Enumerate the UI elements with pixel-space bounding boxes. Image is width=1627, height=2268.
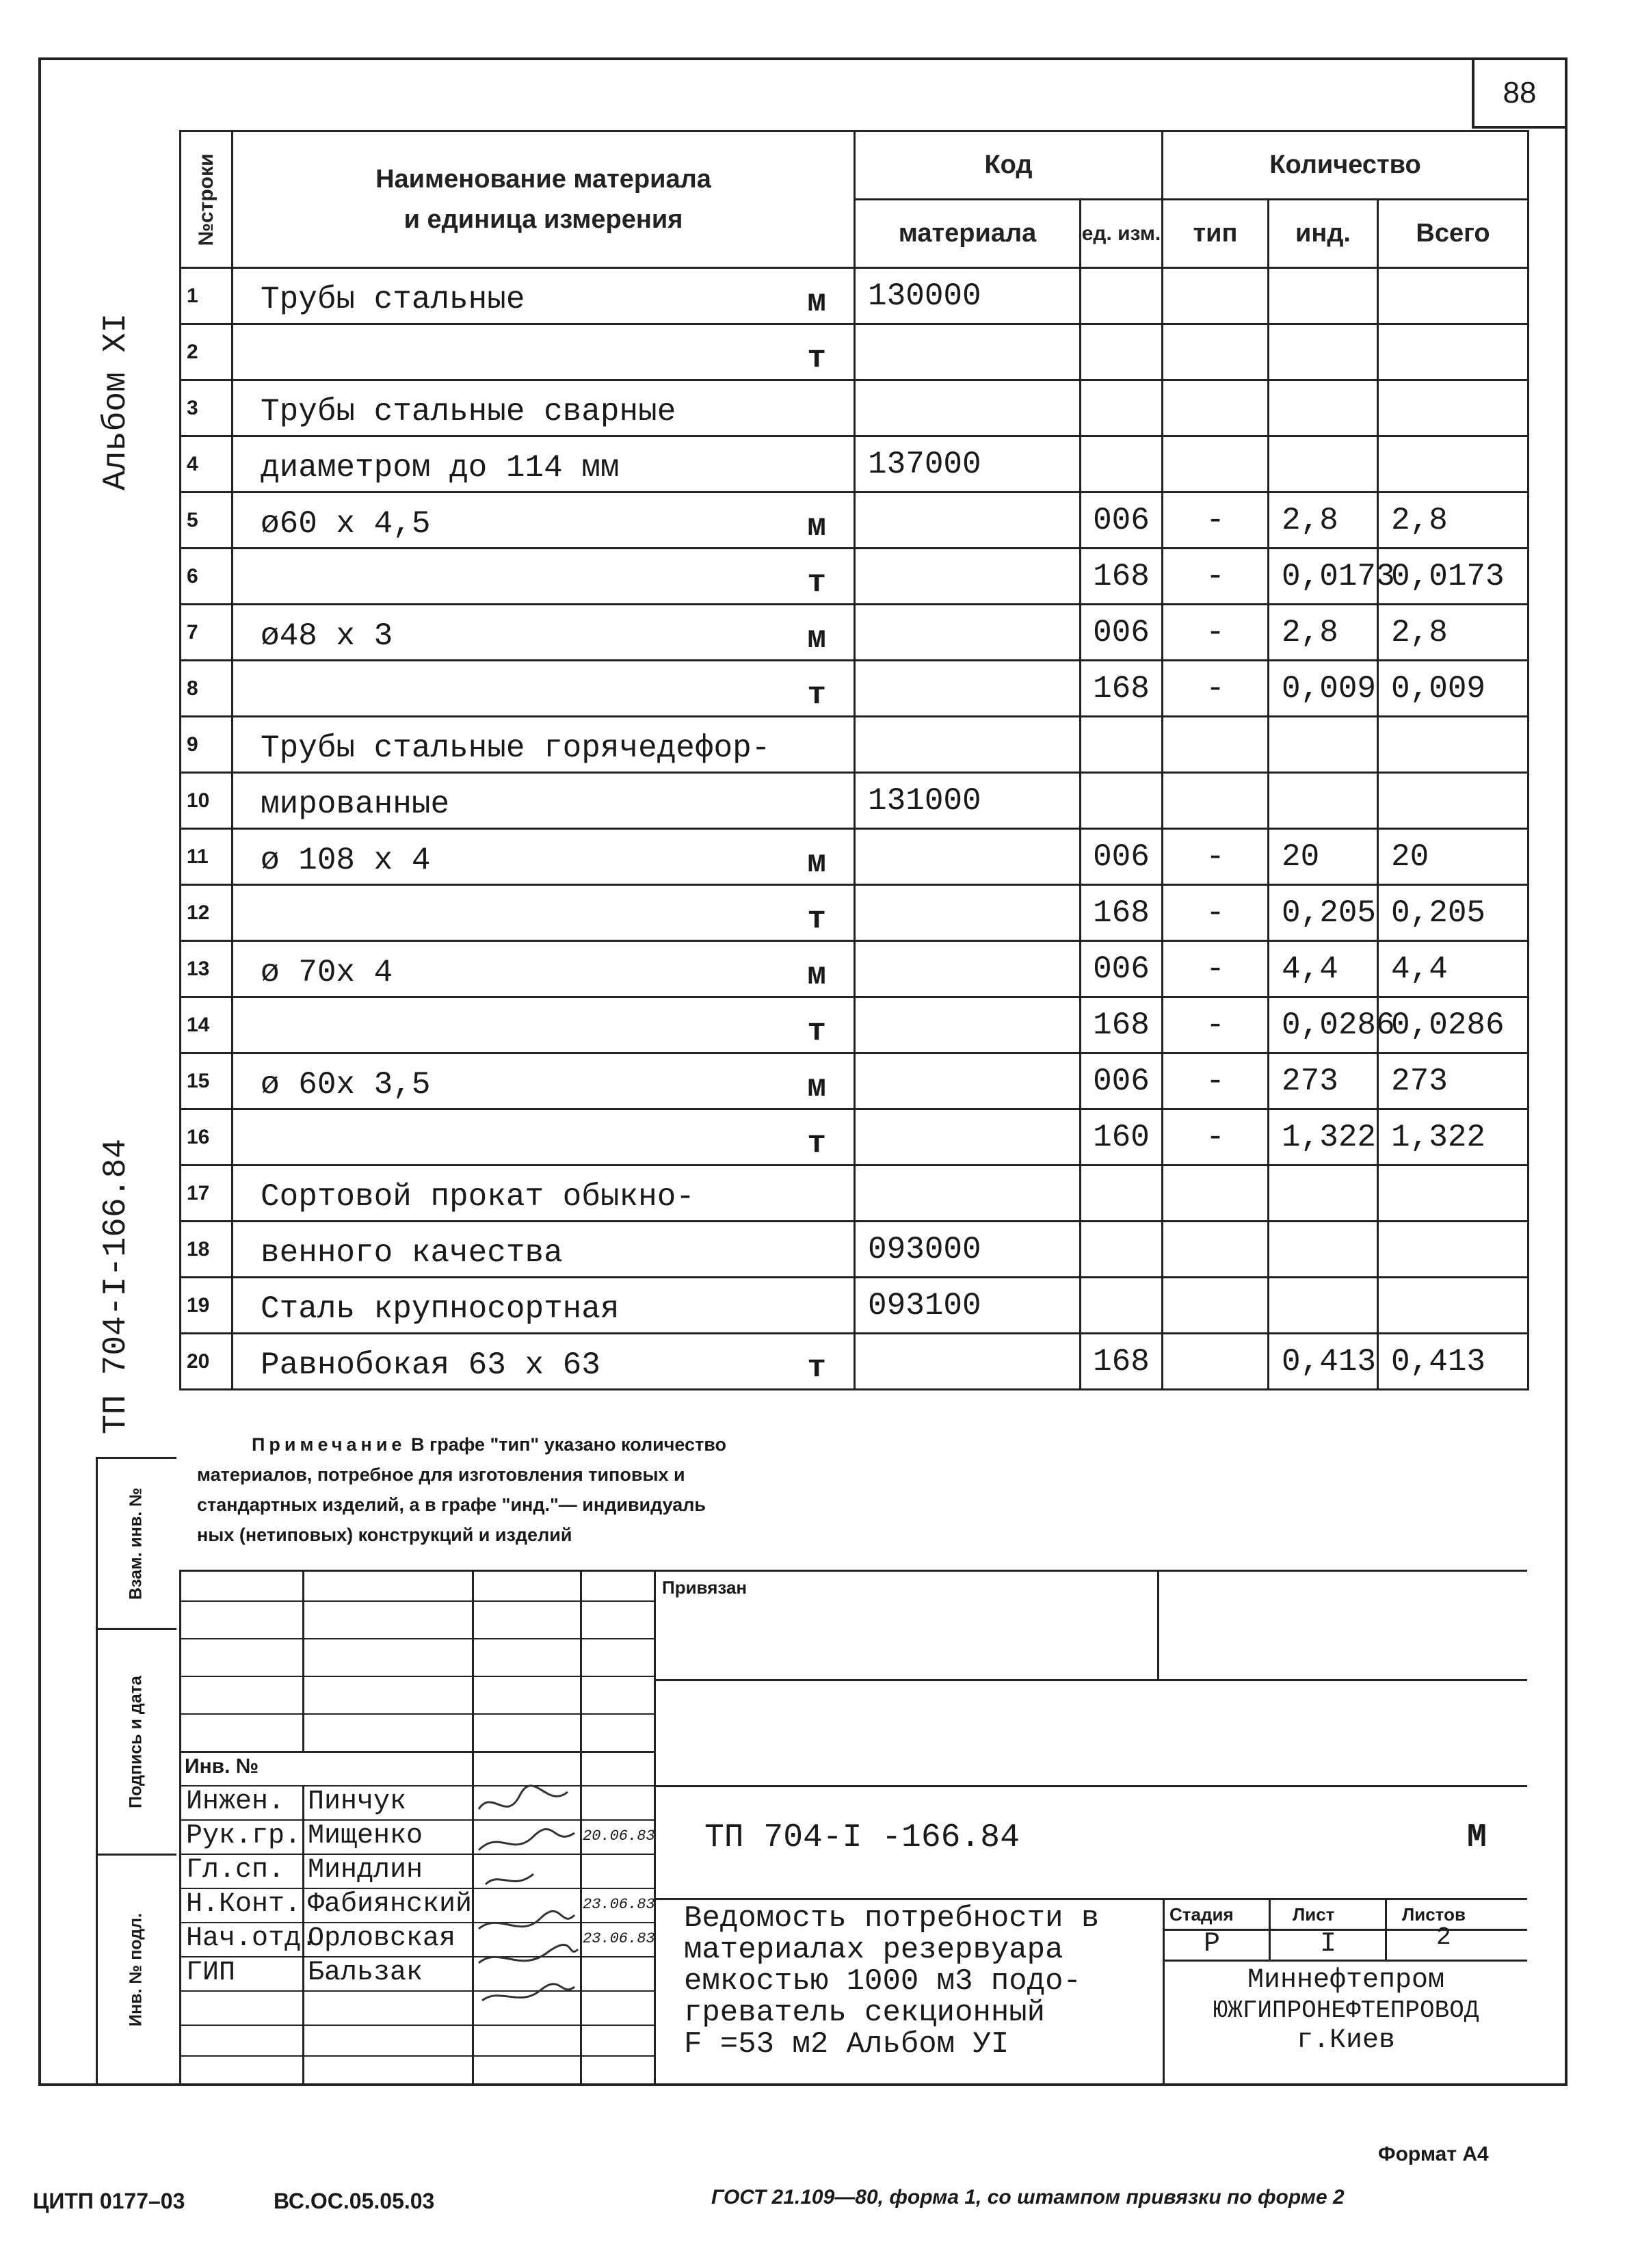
unit-symbol: т (807, 1126, 826, 1161)
unit-cell (1081, 324, 1163, 380)
code-cell (855, 1334, 1081, 1390)
strip-inv-orig: Инв. № подл. (96, 1854, 176, 2086)
table-row (181, 1222, 1529, 1278)
type-cell (1163, 773, 1269, 829)
unit-cell (1081, 380, 1163, 436)
type-cell: - (1163, 605, 1269, 661)
total-cell: 1,322 (1378, 1109, 1529, 1165)
total-cell: 0,0286 (1378, 997, 1529, 1053)
type-cell (1163, 268, 1269, 324)
row-number-cell: 8 (181, 661, 233, 717)
table-row (181, 885, 1529, 941)
footer-left: ЦИТП 0177–03 (33, 2189, 185, 2213)
unit-symbol: т (807, 341, 826, 376)
table-row (181, 324, 1529, 380)
total-cell: 273 (1378, 1053, 1529, 1109)
stamp-role: Инжен. (186, 1786, 285, 1817)
table-row (181, 829, 1529, 885)
name-cell (233, 1109, 855, 1165)
stamp-name: Миндлин (308, 1855, 423, 1886)
row-number-cell: 12 (181, 885, 233, 941)
unit-symbol: м (807, 285, 826, 320)
code-cell (855, 1053, 1081, 1109)
ind-cell (1269, 1165, 1378, 1222)
code-cell (855, 549, 1081, 605)
material-name: ø60 x 4,5 (261, 506, 431, 542)
unit-cell: 168 (1081, 1334, 1163, 1390)
total-cell: 20 (1378, 829, 1529, 885)
name-cell (233, 829, 855, 885)
material-name: венного качества (261, 1235, 563, 1271)
code-cell (855, 605, 1081, 661)
table-row (181, 605, 1529, 661)
name-cell (233, 1334, 855, 1390)
total-cell: 4,4 (1378, 941, 1529, 997)
code-cell (855, 380, 1081, 436)
code-cell (855, 997, 1081, 1053)
row-number-cell: 20 (181, 1334, 233, 1390)
type-cell (1163, 1278, 1269, 1334)
unit-cell: 168 (1081, 885, 1163, 941)
row-number-cell: 14 (181, 997, 233, 1053)
name-cell (233, 1222, 855, 1278)
table-row (181, 1165, 1529, 1222)
row-number-cell: 4 (181, 436, 233, 492)
inv-no-label: Инв. № (185, 1755, 259, 1778)
type-cell (1163, 717, 1269, 773)
material-name: ø 60x 3,5 (261, 1067, 431, 1103)
ind-cell: 0,0173 (1269, 549, 1378, 605)
table-row (181, 997, 1529, 1053)
code-cell: 093100 (855, 1278, 1081, 1334)
name-cell (233, 661, 855, 717)
sheet-value: I (1320, 1929, 1337, 1960)
row-number-cell: 6 (181, 549, 233, 605)
table-row (181, 1053, 1529, 1109)
note-line1: В графе "тип" указано количество (410, 1434, 727, 1455)
table-row (181, 941, 1529, 997)
name-cell (233, 885, 855, 941)
material-name: Трубы стальные горячедефор- (261, 730, 771, 766)
materials-table (179, 130, 1529, 1390)
total-cell (1378, 324, 1529, 380)
stamp-name: Орловская (308, 1923, 456, 1954)
total-cell: 2,8 (1378, 492, 1529, 549)
ind-cell (1269, 773, 1378, 829)
unit-cell (1081, 773, 1163, 829)
stamp-name: Пинчук (308, 1786, 407, 1817)
project-side-label: ТП 704-I-166.84 (98, 1138, 135, 1434)
header-material: материала (855, 200, 1081, 268)
row-number-cell: 1 (181, 268, 233, 324)
type-cell: - (1163, 829, 1269, 885)
total-cell: 2,8 (1378, 605, 1529, 661)
unit-cell: 006 (1081, 1053, 1163, 1109)
material-name: Сортовой прокат обыкно- (261, 1179, 695, 1215)
ind-cell: 273 (1269, 1053, 1378, 1109)
mark: М (1467, 1819, 1487, 1856)
row-number-cell: 7 (181, 605, 233, 661)
table-row (181, 1109, 1529, 1165)
ind-cell: 20 (1269, 829, 1378, 885)
total-cell (1378, 1165, 1529, 1222)
name-cell (233, 436, 855, 492)
row-number-cell: 19 (181, 1278, 233, 1334)
code-cell (855, 941, 1081, 997)
name-cell (233, 268, 855, 324)
row-number-cell: 2 (181, 324, 233, 380)
code-cell: 093000 (855, 1222, 1081, 1278)
table-row (181, 1278, 1529, 1334)
unit-cell: 006 (1081, 941, 1163, 997)
unit-cell: 168 (1081, 549, 1163, 605)
type-cell (1163, 1222, 1269, 1278)
material-name: диаметром до 114 мм (261, 450, 620, 486)
stage-value: Р (1204, 1929, 1221, 1960)
row-number-cell: 11 (181, 829, 233, 885)
ind-cell: 0,205 (1269, 885, 1378, 941)
ind-cell (1269, 380, 1378, 436)
table-note (197, 1429, 1154, 1550)
format-label: Формат А4 (1378, 2143, 1489, 2165)
ind-cell: 4,4 (1269, 941, 1378, 997)
unit-symbol: т (807, 565, 826, 601)
total-cell (1378, 268, 1529, 324)
material-name: Равнобокая 63 x 63 (261, 1347, 600, 1383)
stamp-role: ГИП (186, 1957, 236, 1988)
stamp-name: Фабиянский (308, 1889, 473, 1920)
table-row (181, 436, 1529, 492)
unit-symbol: м (807, 509, 826, 544)
stamp-left-line (179, 1570, 181, 2086)
unit-symbol: м (807, 621, 826, 657)
footer-gost: ГОСТ 21.109—80, форма 1, со штампом привязки по форме 2 (711, 2186, 1345, 2208)
sheets-label: Листов (1402, 1904, 1466, 1925)
table-row (181, 661, 1529, 717)
unit-symbol: т (807, 1350, 826, 1386)
row-number-cell: 16 (181, 1109, 233, 1165)
ind-cell (1269, 324, 1378, 380)
row-number-cell: 13 (181, 941, 233, 997)
row-number-cell: 5 (181, 492, 233, 549)
name-cell (233, 1165, 855, 1222)
type-cell (1163, 1165, 1269, 1222)
type-cell: - (1163, 885, 1269, 941)
row-number-cell: 3 (181, 380, 233, 436)
unit-cell: 160 (1081, 1109, 1163, 1165)
table-row (181, 549, 1529, 605)
type-cell: - (1163, 492, 1269, 549)
material-name: мированные (261, 787, 450, 822)
name-cell (233, 605, 855, 661)
ind-cell (1269, 717, 1378, 773)
name-cell (233, 773, 855, 829)
bound-label: Привязан (662, 1577, 748, 1598)
total-cell (1378, 773, 1529, 829)
code-cell (855, 1109, 1081, 1165)
album-side-label: Альбом XI (98, 313, 135, 490)
type-cell (1163, 1334, 1269, 1390)
sheets-value: 2 (1436, 1923, 1451, 1951)
designation: ТП 704-I -166.84 (704, 1819, 1020, 1856)
total-cell (1378, 1278, 1529, 1334)
stamp-date: 23.06.83 (583, 1896, 655, 1913)
total-cell (1378, 380, 1529, 436)
unit-cell (1081, 436, 1163, 492)
ind-cell: 2,8 (1269, 605, 1378, 661)
ind-cell (1269, 268, 1378, 324)
total-cell: 0,205 (1378, 885, 1529, 941)
document-title: Ведомость потребности в материалах резервуара емкостью 1000 м3 подо- греватель секционный F =53 м2 Альбом УI (684, 1901, 1100, 2061)
total-cell: 0,0173 (1378, 549, 1529, 605)
code-cell (855, 885, 1081, 941)
name-cell (233, 324, 855, 380)
total-cell: 0,009 (1378, 661, 1529, 717)
header-row-no: №строки (181, 131, 233, 268)
total-cell (1378, 436, 1529, 492)
header-name: Наименование материала и единица измерения (233, 131, 855, 268)
table-row (181, 380, 1529, 436)
unit-cell (1081, 268, 1163, 324)
material-name: ø 108 x 4 (261, 843, 431, 878)
unit-cell: 006 (1081, 829, 1163, 885)
name-cell (233, 492, 855, 549)
code-cell (855, 492, 1081, 549)
code-cell (855, 324, 1081, 380)
unit-cell: 006 (1081, 605, 1163, 661)
total-cell: 0,413 (1378, 1334, 1529, 1390)
unit-cell (1081, 1222, 1163, 1278)
unit-symbol: м (807, 845, 826, 881)
header-code: Код (855, 131, 1163, 200)
unit-symbol: м (807, 1070, 826, 1105)
sheet-label: Лист (1293, 1904, 1335, 1925)
row-number-cell: 9 (181, 717, 233, 773)
unit-cell: 168 (1081, 661, 1163, 717)
stamp-name: Бальзак (308, 1957, 423, 1988)
table-row (181, 1334, 1529, 1390)
row-number-cell: 15 (181, 1053, 233, 1109)
note-line3: стандартных изделий, а в графе "инд."— индивидуаль (197, 1494, 706, 1515)
total-cell (1378, 1222, 1529, 1278)
table-row (181, 717, 1529, 773)
header-total: Всего (1378, 200, 1529, 268)
sheet-number: 88 (1472, 60, 1565, 129)
name-cell (233, 1278, 855, 1334)
stage-label: Стадия (1169, 1904, 1234, 1925)
row-number-cell: 10 (181, 773, 233, 829)
material-name: Сталь крупносортная (261, 1291, 620, 1327)
material-name: Трубы стальные сварные (261, 394, 676, 430)
row-number-cell: 18 (181, 1222, 233, 1278)
header-ind: инд. (1269, 200, 1378, 268)
type-cell (1163, 436, 1269, 492)
row-number-cell: 17 (181, 1165, 233, 1222)
name-cell (233, 997, 855, 1053)
code-cell (855, 661, 1081, 717)
table-row (181, 268, 1529, 324)
material-name: Трубы стальные (261, 282, 525, 317)
code-cell: 131000 (855, 773, 1081, 829)
unit-cell (1081, 1165, 1163, 1222)
code-cell (855, 717, 1081, 773)
note-line2: материалов, потребное для изготовления типовых и (197, 1464, 685, 1485)
type-cell: - (1163, 1109, 1269, 1165)
table-row (181, 492, 1529, 549)
stamp-date: 23.06.83 (583, 1930, 655, 1947)
stamp-role: Гл.сп. (186, 1855, 285, 1886)
table-row (181, 773, 1529, 829)
type-cell (1163, 380, 1269, 436)
name-cell (233, 549, 855, 605)
ind-cell (1269, 1278, 1378, 1334)
note-heading: Примечание (252, 1434, 406, 1455)
type-cell: - (1163, 941, 1269, 997)
type-cell (1163, 324, 1269, 380)
ind-cell: 1,322 (1269, 1109, 1378, 1165)
stamp-date: 20.06.83 (583, 1828, 655, 1845)
unit-cell: 006 (1081, 492, 1163, 549)
unit-cell (1081, 1278, 1163, 1334)
type-cell: - (1163, 1053, 1269, 1109)
ind-cell: 0,009 (1269, 661, 1378, 717)
stamp-role: Нач.отд. (186, 1923, 318, 1954)
code-cell: 130000 (855, 268, 1081, 324)
material-name: ø 70x 4 (261, 955, 393, 990)
unit-cell (1081, 717, 1163, 773)
header-unit: ед. изм. (1081, 200, 1163, 268)
type-cell: - (1163, 661, 1269, 717)
ind-cell (1269, 436, 1378, 492)
unit-symbol: т (807, 677, 826, 713)
header-type: тип (1163, 200, 1269, 268)
stamp-top-line (179, 1570, 1527, 1572)
note-line4: ных (нетиповых) конструкций и изделий (197, 1525, 572, 1545)
stamp-name: Мищенко (308, 1821, 423, 1851)
material-name: ø48 x 3 (261, 618, 393, 654)
unit-cell: 168 (1081, 997, 1163, 1053)
type-cell: - (1163, 997, 1269, 1053)
strip-instead-inv: Взам. инв. № (96, 1457, 176, 1628)
stamp-role: Н.Конт. (186, 1889, 302, 1920)
code-cell (855, 1165, 1081, 1222)
signatures-icon (472, 1782, 581, 2028)
unit-symbol: м (807, 958, 826, 993)
ind-cell: 2,8 (1269, 492, 1378, 549)
stamp-role: Рук.гр. (186, 1821, 302, 1851)
ind-cell (1269, 1222, 1378, 1278)
name-cell (233, 380, 855, 436)
organization: Миннефтепром ЮЖГИПРОНЕФТЕПРОВОД г.Киев (1213, 1965, 1479, 2056)
unit-symbol: т (807, 901, 826, 937)
type-cell: - (1163, 549, 1269, 605)
header-quantity: Количество (1163, 131, 1529, 200)
ind-cell: 0,0286 (1269, 997, 1378, 1053)
unit-symbol: т (807, 1014, 826, 1049)
code-cell: 137000 (855, 436, 1081, 492)
ind-cell: 0,413 (1269, 1334, 1378, 1390)
strip-sign-date: Подпись и дата (96, 1628, 176, 1854)
footer-code: ВС.ОС.05.05.03 (274, 2189, 435, 2213)
name-cell (233, 1053, 855, 1109)
name-cell (233, 717, 855, 773)
total-cell (1378, 717, 1529, 773)
code-cell (855, 829, 1081, 885)
name-cell (233, 941, 855, 997)
